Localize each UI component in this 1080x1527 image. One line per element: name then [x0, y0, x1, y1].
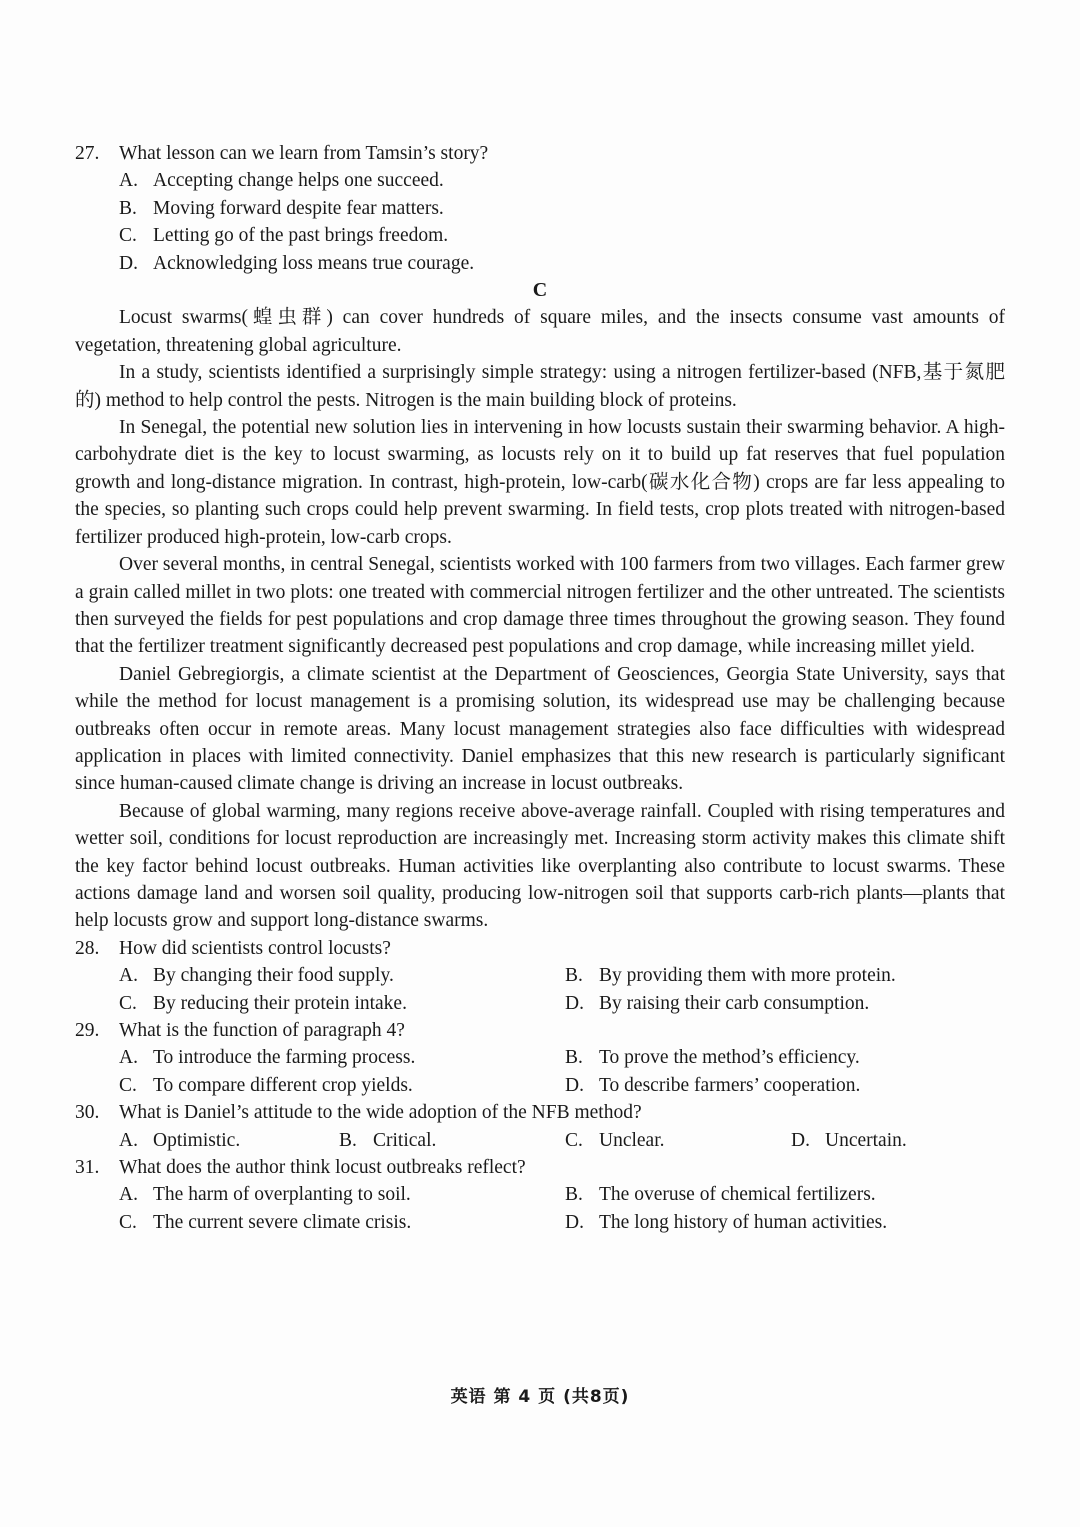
option-d: D. To describe farmers’ cooperation.: [565, 1074, 861, 1096]
option-a: A. To introduce the farming process.: [119, 1047, 416, 1069]
option-b: B. By providing them with more protein.: [565, 965, 896, 987]
exam-page: [75, 140, 1005, 1236]
option-b: B. To prove the method’s efficiency.: [565, 1047, 860, 1069]
question-number: 31.: [75, 1157, 100, 1179]
option-c: C. The current severe climate crisis.: [119, 1211, 412, 1233]
question-number: 27.: [75, 143, 100, 164]
question-29: [75, 1017, 1005, 1099]
passage-paragraph: In Senegal, the potential new solution lies in intervening in how locusts sustain their swarming behavior. A high-carbohydrate diet is the key to locust swarming, as locusts rely on it to build up fat reserves that fuel population growth and long-distance migration. In contrast, high-protein, low-carb(碳水化合物) crops are far less appealing to the species, so planting such crops could help prevent swarming. In field tests, crop plots treated with nitrogen-based fertilizer produced high-protein, low-carb crops.: [75, 417, 1005, 548]
option-b: B. Critical.: [339, 1129, 437, 1151]
passage-paragraph: Over several months, in central Senegal, scientists worked with 100 farmers from two villages. Each farmer grew a grain called millet in two plots: one treated with commercial nitrogen fertilizer and the other untreated. The scientists then surveyed the fields for pest populations and crop damage three times throughout the growing season. They found that the fertilizer treatment significantly decreased pest populations and crop damage, while increasing millet yield.: [75, 554, 1005, 658]
option-a: A. Optimistic.: [119, 1129, 241, 1151]
section-label: C: [532, 279, 548, 302]
option-c: C. Letting go of the past brings freedom.: [119, 225, 449, 247]
question-stem: What is Daniel’s attitude to the wide adoption of the NFB method?: [119, 1102, 642, 1124]
question-stem: What lesson can we learn from Tamsin’s story?: [119, 143, 489, 164]
passage-paragraph: Because of global warming, many regions receive above-average rainfall. Coupled with rising temperatures and wetter soil, conditions for locust reproduction are increasingly met. Increasing storm activity makes this climate shift the key factor behind locust outbreaks. Human activities like overplanting also contribute to locust swarms. These actions damage land and worsen soil quality, producing low-nitrogen soil that supports carb-rich plants—plants that help locusts grow and support long-distance swarms.: [75, 800, 1005, 932]
passage: [75, 304, 1005, 934]
option-c: C. To compare different crop yields.: [119, 1074, 413, 1096]
option-d: D. By raising their carb consumption.: [565, 992, 870, 1014]
question-stem: What is the function of paragraph 4?: [119, 1020, 405, 1041]
option-d: D. Acknowledging loss means true courage.: [119, 252, 475, 274]
passage-paragraph: Locust swarms(蝗虫群) can cover hundreds of square miles, and the insects consume vast amounts of vegetation, threatening global agriculture.: [75, 307, 1005, 356]
question-stem: What does the author think locust outbreaks reflect?: [119, 1157, 526, 1179]
option-a: A. By changing their food supply.: [119, 965, 394, 987]
passage-paragraph: Daniel Gebregiorgis, a climate scientist at the Department of Geosciences, Georgia State University, says that while the method for locust management is a promising solution, its widespread use may be challenging because outbreaks often occur in remote areas. Many locust management strategies also face difficulties with widespread application in places with limited connectivity. Daniel emphasizes that this new research is particularly significant since human-caused climate change is driving an increase in locust outbreaks.: [75, 663, 1005, 795]
question-stem: How did scientists control locusts?: [119, 937, 391, 959]
question-number: 29.: [75, 1020, 100, 1041]
option-c: C. By reducing their protein intake.: [119, 992, 407, 1014]
question-30: [75, 1099, 1005, 1154]
option-b: B. The overuse of chemical fertilizers.: [565, 1184, 876, 1206]
page-footer: 英语 第 4 页 (共8页): [450, 1387, 630, 1407]
option-a: A. The harm of overplanting to soil.: [119, 1184, 411, 1206]
option-c: C. Unclear.: [565, 1129, 665, 1151]
question-number: 28.: [75, 937, 100, 959]
question-28: [75, 935, 1005, 1017]
question-31: [75, 1154, 1005, 1236]
option-a: A. Accepting change helps one succeed.: [119, 170, 444, 192]
option-b: B. Moving forward despite fear matters.: [119, 197, 444, 219]
option-d: D. The long history of human activities.: [565, 1211, 888, 1233]
passage-paragraph: In a study, scientists identified a surprisingly simple strategy: using a nitrogen fertilizer-based (NFB,基于氮肥的) method to help control the pests. Nitrogen is the main building block of proteins.: [75, 362, 1005, 411]
question-27: [75, 140, 1005, 277]
option-d: D. Uncertain.: [791, 1129, 907, 1151]
question-number: 30.: [75, 1102, 100, 1124]
